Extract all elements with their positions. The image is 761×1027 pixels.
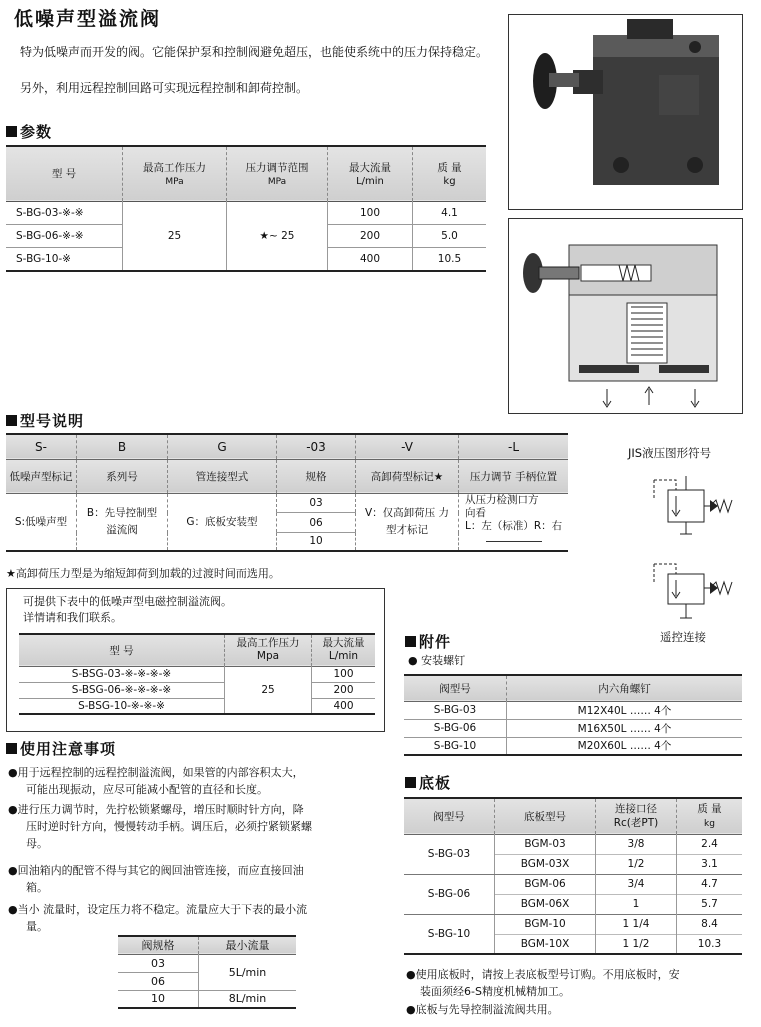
usage-note-3: ●回油箱内的配管不得与其它的阀回油管连接，而应直接回油 箱。	[8, 864, 304, 894]
model-footnote: ★高卸荷压力型是为缩短卸荷到加载的过渡时间而选用。	[6, 567, 280, 580]
subplate-note-1: ●使用底板时，请按上表底板型号订购。不用底板时，安 装面须经6-S精度机械精加工。	[406, 968, 680, 998]
subplate-heading: 底板	[405, 772, 451, 793]
subplate-table: 阀型号 底板型号 连接口径 Rc(老PT) 质 量 kg S-BG-03 BGM-03 3/8 2.4 BGM-03X 1/2 3.1 S-BG-06 BGM-06 3/4 4.7 BGM-06X 1 5.7 S-BG-10 BGM-10 1 1/4 8.4 BGM-10X 1 1/2 10.3	[404, 797, 742, 955]
sectional-drawing	[508, 218, 743, 414]
subplate-note-2: ●底板与先导控制溢流阀共用。	[406, 1003, 559, 1016]
valve-photo	[508, 14, 743, 210]
remote-symbol-icon	[640, 560, 740, 624]
solenoid-box: 可提供下表中的低噪声型电磁控制溢流阀。 详情请和我们联系。 型 号 最高工作压力 Mpa 最大流量 L/min S-BSG-03-※-※-※-※ 25 100 S-BSG-06-※-※-※-※ 200 S-BSG-10-※-※-※ 400	[6, 588, 385, 732]
intro-paragraph-2: 另外，利用远程控制回路可实现远程控制和卸荷控制。	[20, 81, 309, 95]
usage-heading: 使用注意事项	[6, 738, 116, 759]
min-flow-table: 阀规格 最小流量 03 5L/min 06 10 8L/min	[118, 935, 296, 1009]
solenoid-table: 型 号 最高工作压力 Mpa 最大流量 L/min S-BSG-03-※-※-※-※ 25 100 S-BSG-06-※-※-※-※ 200 S-BSG-10-※-※-※ 400	[19, 633, 375, 715]
params-heading: 参数	[6, 121, 52, 142]
usage-note-2: ●进行压力调节时，先拧松锁紧螺母，增压时顺时针方向，降 压时逆时针方向，慢慢转动手柄。调压后，必须拧紧锁紧螺 母。	[8, 803, 312, 850]
accessories-subtitle: ● 安装螺钉	[408, 654, 466, 667]
intro-paragraph-1: 特为低噪声而开发的阀。它能保护泵和控制阀避免超压，也能使系统中的压力保持稳定。	[20, 45, 489, 59]
params-table: 型 号 最高工作压力 MPa 压力调节范围 MPa 最大流量 L/min 质 量 kg S-BG-03-※-※ 25 ★~ 25 100 4.1 S-BG-06-※-※ 200 5.0 S-BG-10-※ 400 10.5	[6, 145, 486, 272]
model-code-table: S- B G -03 -V -L 低噪声型标记 系列号 管连接型式 规格 高卸荷型标记★ 压力调节 手柄位置 S:低噪声型 B：先导控制型 溢流阀 G：底板安装型 03 V：仅高卸荷压 力型才标记 从压力检测口方 向看 L：左（标准）R：右 06 10	[6, 433, 568, 552]
jis-label: JIS液压图形符号	[628, 446, 712, 460]
param-model: S-BG-06-※-※	[16, 229, 84, 242]
model-desc-heading: 型号说明	[6, 410, 84, 431]
remote-label: 遥控连接	[660, 630, 706, 644]
usage-note-1: ●用于远程控制的远程控制溢流阀，如果管的内部容积太大， 可能出现振动，应尽可能减小配管的直径和长度。	[8, 766, 304, 796]
screw-table: 阀型号 内六角螺钉 S-BG-03 M12X40L …… 4个 S-BG-06 M16X50L …… 4个 S-BG-10 M20X60L …… 4个	[404, 674, 742, 756]
page-title: 低噪声型溢流阀	[14, 8, 162, 30]
jis-symbol-icon	[640, 472, 740, 546]
param-model: S-BG-10-※	[16, 252, 71, 265]
accessories-heading: 附件	[405, 631, 451, 652]
param-model: S-BG-03-※-※	[16, 206, 84, 219]
usage-note-4: ●当小 流量时，设定压力将不稳定。流量应大于下表的最小流 量。	[8, 903, 308, 933]
